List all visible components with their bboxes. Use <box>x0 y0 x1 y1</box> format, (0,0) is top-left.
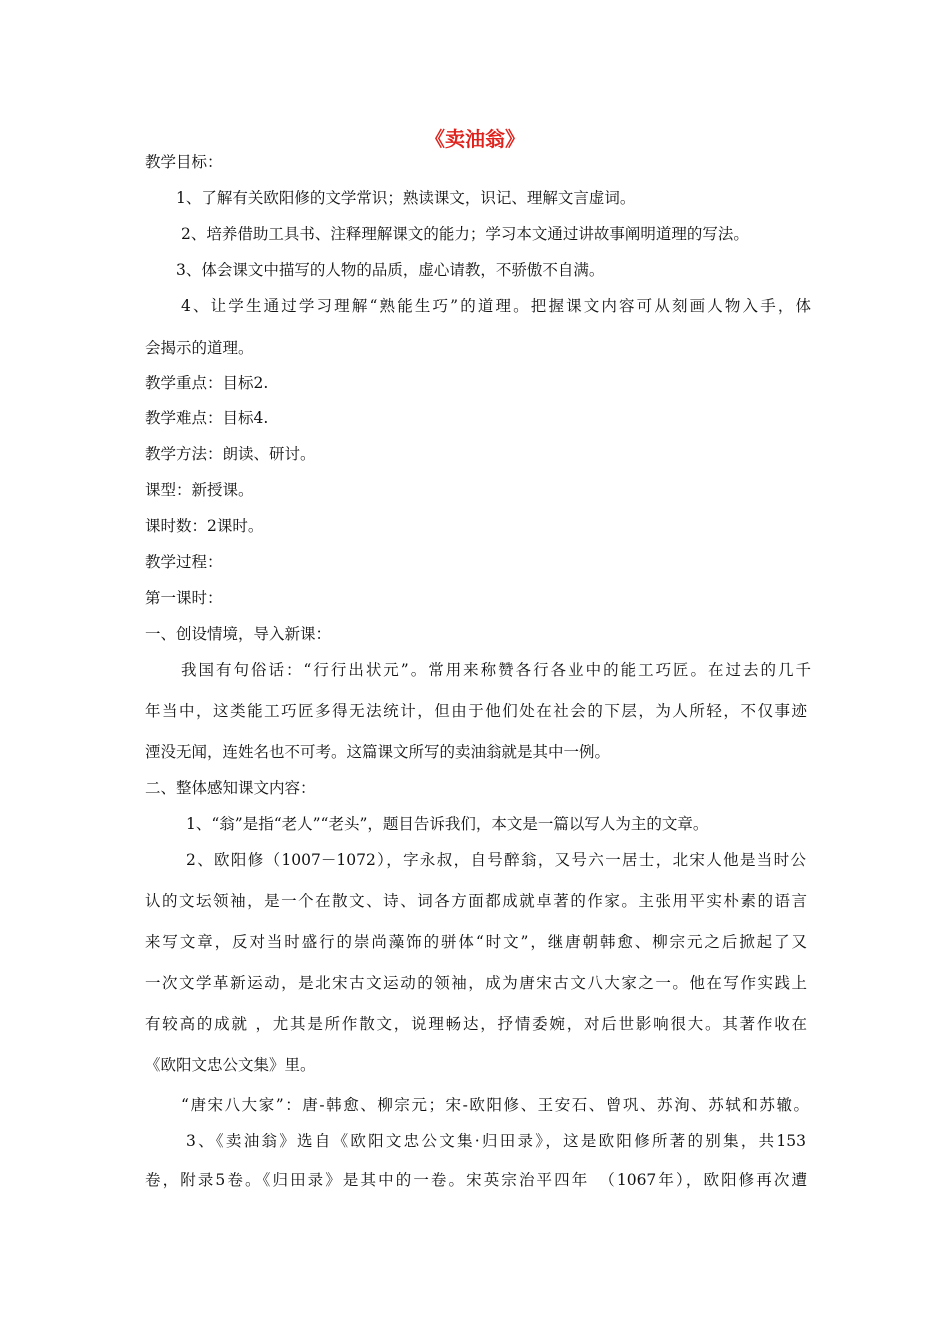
objectives-heading: 教学目标： <box>145 153 223 171</box>
eight-masters-note: “唐宋八大家”：唐-韩愈、柳宗元；宋-欧阳修、王安石、曾巩、苏洵、苏轼和苏辙。 <box>181 1096 809 1114</box>
section1-line-1: 我国有句俗话：“行行出状元”。常用来称赞各行各业中的能工巧匠。在过去的几千 <box>181 661 811 679</box>
section2-item-2-line-6: 《欧阳文忠公文集》里。 <box>145 1056 316 1074</box>
section2-item-3-line-2: 卷，附录5卷。《归田录》是其中的一卷。宋英宗治平四年 （1067年），欧阳修再次遭 <box>145 1171 807 1189</box>
objective-1: 1、了解有关欧阳修的文学常识；熟读课文，识记、理解文言虚词。 <box>176 189 636 207</box>
section2-item-2-line-2: 认的文坛领袖，是一个在散文、诗、词各方面都成就卓著的作家。主张用平实朴素的语言 <box>145 892 807 910</box>
objective-3: 3、体会课文中描写的人物的品质，虚心请教，不骄傲不自满。 <box>176 261 605 279</box>
section2-item-2-line-4: 一次文学革新运动，是北宋古文运动的领袖，成为唐宋古文八大家之一。他在写作实践上 <box>145 974 807 992</box>
key-point: 教学重点：目标2. <box>145 374 269 392</box>
objective-4-continued: 会揭示的道理。 <box>145 339 254 357</box>
document-title: 《卖油翁》 <box>425 127 525 151</box>
section1-line-2: 年当中，这类能工巧匠多得无法统计，但由于他们处在社会的下层，为人所轻，不仅事迹 <box>145 702 807 720</box>
objective-4: 4、让学生通过学习理解“熟能生巧”的道理。把握课文内容可从刻画人物入手，体 <box>181 297 811 315</box>
lesson-type: 课型：新授课。 <box>145 481 254 499</box>
section1-line-3: 湮没无闻，连姓名也不可考。这篇课文所写的卖油翁就是其中一例。 <box>145 743 611 761</box>
objective-2: 2、培养借助工具书、注释理解课文的能力；学习本文通过讲故事阐明道理的写法。 <box>181 225 749 243</box>
teaching-method: 教学方法：朗读、研讨。 <box>145 445 316 463</box>
section2-item-2-line-3: 来写文章，反对当时盛行的崇尚藻饰的骈体“时文”，继唐朝韩愈、柳宗元之后掀起了又 <box>145 933 807 951</box>
section2-item-2-line-1: 2、欧阳修（1007－1072），字永叔，自号醉翁，又号六一居士，北宋人他是当时公 <box>186 851 806 869</box>
lesson-hours: 课时数：2课时。 <box>145 517 264 535</box>
section2-item-2-line-5: 有较高的成就 ，尤其是所作散文，说理畅达，抒情委婉，对后世影响很大。其著作收在 <box>145 1015 807 1033</box>
first-lesson-heading: 第一课时： <box>145 589 223 607</box>
section2-heading: 二、整体感知课文内容： <box>145 779 316 797</box>
process-heading: 教学过程： <box>145 553 223 571</box>
section2-item-3-line-1: 3、《卖油翁》选自《欧阳文忠公文集·归田录》，这是欧阳修所著的别集，共153 <box>186 1132 806 1150</box>
section1-heading: 一、创设情境，导入新课： <box>145 625 332 643</box>
difficult-point: 教学难点：目标4. <box>145 409 269 427</box>
section2-item-1: 1、“翁”是指“老人”“老头”，题目告诉我们，本文是一篇以写人为主的文章。 <box>186 815 709 833</box>
